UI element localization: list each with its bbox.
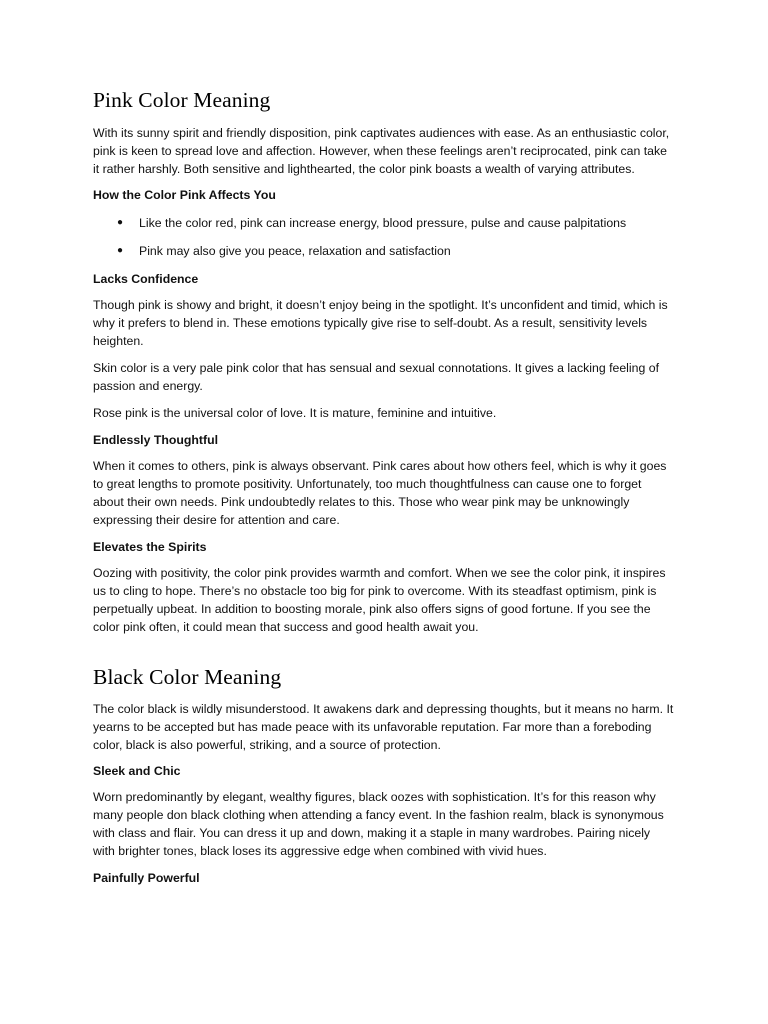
lacks-confidence-paragraph-3: Rose pink is the universal color of love. It is mature, feminine and intuitive. <box>93 406 497 420</box>
bullet-icon: ● <box>117 217 124 228</box>
lacks-confidence-paragraph-1: Though pink is showy and bright, it doesn’t enjoy being in the spotlight. It’s unconfident and timid, which is why it prefers to blend in. These emotions typically give rise to self-doubt. As a result, sensitivity levels heighten. <box>93 298 668 348</box>
list-item-text: Pink may also give you peace, relaxation and satisfaction <box>139 244 451 258</box>
lacks-confidence-heading: Lacks Confidence <box>93 272 199 286</box>
endlessly-thoughtful-paragraph: When it comes to others, pink is always observant. Pink cares about how others feel, which is why it goes to great lengths to promote positivity. Unfortunately, too much thoughtfulness can cause one to forget about their own needs. Pink undoubtedly relates to this. Those who wear pink may be unknowingly expressing their desire for attention and care. <box>93 459 667 527</box>
pink-intro-paragraph: With its sunny spirit and friendly disposition, pink captivates audiences with ease. As an enthusiastic color, pink is keen to spread love and affection. However, when these feelings aren’t reciprocated, pink can take it rather harshly. Both sensitive and lighthearted, the color pink boasts a wealth of varying attributes. <box>93 126 670 176</box>
bullet-icon: ● <box>117 245 124 256</box>
elevates-spirits-paragraph: Oozing with positivity, the color pink provides warmth and comfort. When we see the color pink, it inspires us to cling to hope. There’s no obstacle too big for pink to overcome. With its steadfast optimism, pink is perpetually upbeat. In addition to boosting morale, pink also offers signs of good fortune. If you see the color pink often, it could mean that success and good health await you. <box>93 566 666 634</box>
painfully-powerful-heading: Painfully Powerful <box>93 871 200 885</box>
pink-affects-heading: How the Color Pink Affects You <box>93 188 276 202</box>
list-item <box>93 214 675 232</box>
sleek-chic-heading: Sleek and Chic <box>93 764 181 778</box>
black-section-title: Black Color Meaning <box>93 665 282 689</box>
pink-affects-list <box>93 214 675 260</box>
list-item <box>93 242 675 260</box>
sleek-chic-paragraph: Worn predominantly by elegant, wealthy figures, black oozes with sophistication. It’s for this reason why many people don black clothing when attending a fancy event. In the fashion realm, black is synonymous with class and flair. You can dress it up and down, making it a staple in many wardrobes. Pairing nicely with brighter tones, black loses its aggressive edge when combined with vivid hues. <box>93 790 664 858</box>
elevates-spirits-heading: Elevates the Spirits <box>93 540 207 554</box>
black-intro-paragraph: The color black is wildly misunderstood. It awakens dark and depressing thoughts, but it means no harm. It yearns to be accepted but has made peace with its unfavorable reputation. Far more than a foreboding color, black is also powerful, striking, and a source of protection. <box>93 702 674 752</box>
list-item-text: Like the color red, pink can increase energy, blood pressure, pulse and cause palpitations <box>139 216 627 230</box>
endlessly-thoughtful-heading: Endlessly Thoughtful <box>93 433 219 447</box>
pink-section-title: Pink Color Meaning <box>93 88 271 112</box>
lacks-confidence-paragraph-2: Skin color is a very pale pink color that has sensual and sexual connotations. It gives a lacking feeling of passion and energy. <box>93 361 659 393</box>
